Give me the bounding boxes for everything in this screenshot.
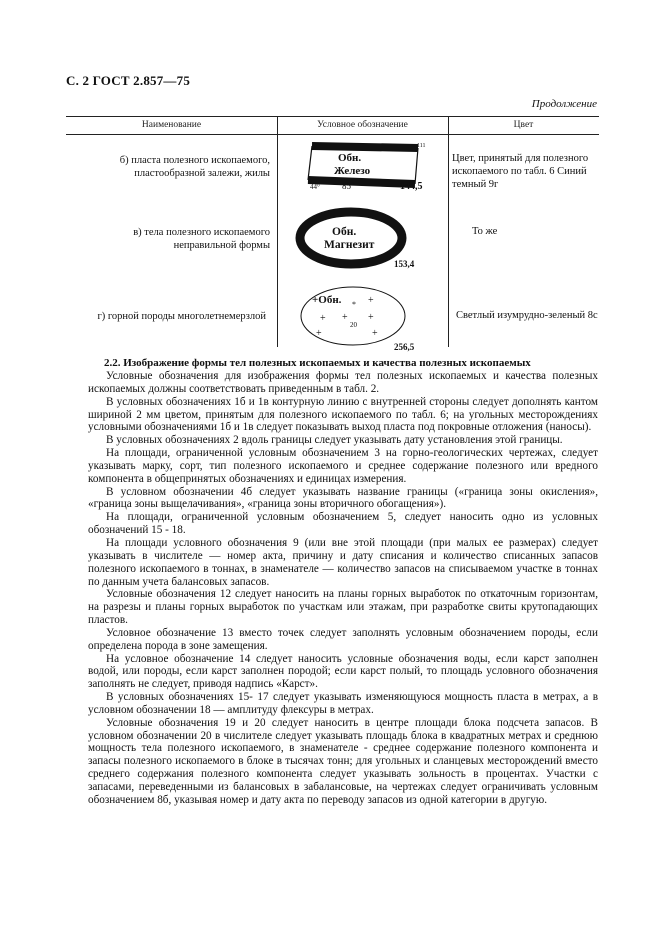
row3-symbol-center: 20	[350, 321, 357, 329]
paragraph: Условные обозначения для изображения формы тел полезных ископаемых и качества полезных ископаемых должны соответствовать приведенным в табл. 2.	[88, 370, 598, 395]
paragraph: В условном обозначении 4б следует указывать название границы («граница зоны окисления», «граница зоны выщелачивания», «граница зоны вторичного обогащения»).	[88, 485, 598, 511]
table-col-divider-1	[277, 116, 278, 347]
row1-color: Цвет, принятый для полезного ископаемого по табл. 6 Синий темный 9г	[452, 153, 589, 190]
row1-symbol-label-1: Обн.	[338, 152, 362, 164]
row3-symbol-label: +Обн.	[312, 294, 342, 306]
row1-symbol-corner: 111	[417, 143, 426, 149]
row1-symbol-dip: 85°	[342, 181, 355, 191]
svg-text:+: +	[372, 328, 378, 339]
row2-symbol-label-2: Магнезит	[324, 239, 375, 251]
table-header-symbol: Условное обозначение	[317, 120, 408, 130]
row3-symbol-value: 256,5	[394, 342, 415, 352]
row3-symbol	[290, 283, 440, 353]
svg-text:+: +	[368, 295, 374, 306]
paragraph: В условных обозначениях 2 вдоль границы следует указывать дату установления этой границы.	[106, 434, 563, 447]
row1-symbol-value: 144,5	[400, 181, 423, 192]
row1-symbol-label-2: Железо	[334, 165, 371, 177]
paragraph: Условные обозначения 12 следует наносить на планы горных выработок по откаточным горизонтам, на разрезы и планы горных выработок по участкам или этажам, при разработке свиты крутопадающих пластов.	[88, 588, 598, 627]
row2-symbol-label-1: Обн.	[332, 226, 357, 238]
row1-symbol	[290, 138, 440, 194]
row2-name: в) тела полезного ископаемого неправильной формы	[133, 227, 270, 251]
svg-text:+: +	[368, 312, 374, 323]
paragraph: На площади, ограниченной условным обозначением 3 на горно-геологических чертежах, следует указывать марку, сорт, тип полезного ископаемого и среднее содержание полезного или вредного компонента в общепринятых обозначениях и единицах измерения.	[88, 447, 598, 485]
table-header-rule	[66, 134, 599, 135]
row2-color: То же	[472, 226, 498, 237]
table-header-name: Наименование	[141, 120, 202, 130]
continuation-label: Продолжение	[531, 98, 597, 110]
row2-symbol-value: 153,4	[394, 259, 415, 269]
section-title: 2.2. Изображение формы тел полезных ископаемых и качества полезных ископаемых	[104, 357, 531, 369]
row3-name: г) горной породы многолетнемерзлой	[97, 311, 266, 322]
page-header: С. 2 ГОСТ 2.857—75	[66, 73, 191, 88]
row3-color: Светлый изумрудно-зеленый 8с	[456, 310, 598, 321]
paragraph: На площади условного обозначения 9 (или вне этой площади (при малых ее размерах) следует указывать в числителе — номер акта, причину и дату списания и количество списанных запасов полезного ископаемого в тоннах, в знаменателе — количество запасов на списываемом участке в тоннах по данным учета балансовых запасов.	[88, 536, 598, 588]
section-body	[88, 370, 598, 807]
paragraph: На площади, ограниченной условным обозначением 5, следует наносить одно из условных обозначений 15 - 18.	[88, 511, 598, 537]
paragraph: На условное обозначение 14 следует наносить условные обозначения воды, если карст заполнен водой, или породы, если карст заполнен породой; если карст полый, то площадь условного обозначения заполнять не следует, приводя надпись «Карст».	[88, 652, 598, 691]
paragraph: В условных обозначениях 1б и 1в контурную линию с внутренней стороны следует дополнять кантом шириной 2 мм цветом, принятым для полезного ископаемого по табл. 6; на угольных месторождениях условными обозначениями 1б и 1в следует показывать выход пласта под покровные отложения (наносы).	[88, 395, 598, 434]
svg-text:+: +	[320, 313, 326, 324]
paragraph: Условные обозначения 19 и 20 следует наносить в центре площади блока подсчета запасов. В условном обозначении 20 в числителе следует указывать площадь блока в квадратных метрах и среднюю мощность тела полезного ископаемого, в знаменателе - среднее содержание полезного компонента и запасы полезного ископаемого в блоке в тысячах тонн; для угольных и сланцевых месторождений вместо среднего содержания полезного компонента следует указывать зольность в процентах. Участки с запасами, переведенными из балансовых в забалансовые, на чертежах следует ограничивать условным обозначением 8б, указывая номер и дату акта по переводу запасов из одной категории в другую.	[88, 716, 598, 806]
row2-symbol	[290, 203, 440, 275]
table-header-color: Цвет	[513, 120, 534, 130]
svg-text:+: +	[342, 312, 348, 323]
permafrost-star: *	[352, 300, 356, 309]
row1-name: б) пласта полезного ископаемого, пластообразной залежи, жилы	[119, 155, 270, 179]
irregular-body-outline	[300, 212, 402, 264]
svg-text:+: +	[316, 328, 322, 339]
table-col-divider-2	[448, 116, 449, 347]
paragraph: В условных обозначениях 15- 17 следует указывать изменяющуюся мощность пласта в метрах, а в условном обозначении 18 — амплитуду флексуры в метрах.	[88, 691, 598, 716]
row1-symbol-left-text: 44°	[310, 183, 320, 191]
paragraph: Условное обозначение 13 вместо точек следует заполнять условным обозначением породы, если определена порода в зоне замещения.	[88, 626, 598, 652]
table-top-rule	[66, 116, 599, 117]
